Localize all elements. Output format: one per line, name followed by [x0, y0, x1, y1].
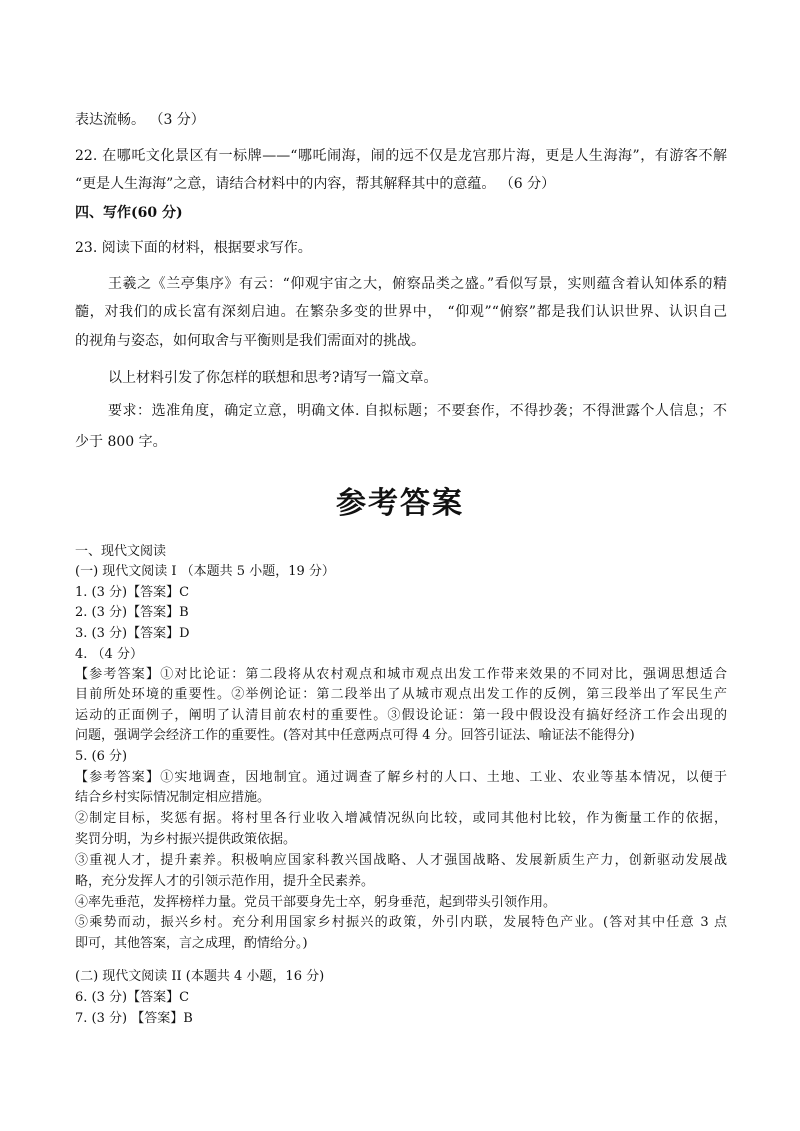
q23-material-line: 髓，对我们的成长富有深刻启迪。在繁杂多变的世界中， “仰观”“俯察”都是我们认识世界、认识自己	[75, 304, 727, 320]
q22-line: 22. 在哪吒文化景区有一标牌——“哪吒闹海，闹的远不仅是龙宫那片海，更是人生海海”，有游客不解	[75, 148, 727, 164]
answer-line: (一) 现代文阅读 I （本题共 5 小题，19 分）	[75, 564, 335, 579]
answer-line: 5. (6 分)	[75, 749, 128, 764]
answer-line: 奖罚分明，为乡村振兴提供政策依据。	[75, 832, 297, 847]
q23-material-line: 的视角与姿态，如何取舍与平衡则是我们需面对的挑战。	[75, 333, 425, 349]
q23-instruction: 以上材料引发了你怎样的联想和思考?请写一篇文章。	[108, 370, 438, 386]
answer-line: ⑤乘势而动，振兴乡村。充分利用国家乡村振兴的政策，外引内联，发展特色产业。(答对其中任意 3 点	[75, 915, 727, 930]
answer-line: 【参考答案】①实地调查，因地制宜。通过调查了解乡村的人口、土地、工业、农业等基本情况，以便于	[75, 770, 727, 785]
answer-line: ④率先垂范，发挥榜样力量。党员干部要身先士卒，躬身垂范，起到带头引领作用。	[75, 895, 557, 910]
answer-line: 2. (3 分)【答案】B	[75, 605, 189, 620]
answer-line: 1. (3 分)【答案】C	[75, 585, 190, 600]
answer-line: (二) 现代文阅读 II (本题共 4 小题，16 分)	[75, 969, 325, 984]
answer-line: 目前所处环境的重要性。②举例论证：第二段举出了从城市观点出发工作的反例，第三段举出了军民生产	[75, 687, 727, 702]
answer-line: 一、现代文阅读	[75, 544, 167, 559]
q23-requirements-line: 少于 800 字。	[75, 434, 167, 450]
section-heading-writing: 四、写作(60 分)	[75, 205, 183, 221]
q23-material-line: 王羲之《兰亭集序》有云：“仰观宇宙之大，俯察品类之盛。”看似写景，实则蕴含着认知体系的精	[108, 276, 727, 292]
q23-prompt: 23. 阅读下面的材料，根据要求写作。	[75, 240, 312, 256]
answers-title: 参考答案	[336, 486, 464, 521]
answer-line: 6. (3 分)【答案】C	[75, 990, 190, 1005]
q21-end-line: 表达流畅。 （3 分）	[75, 112, 205, 128]
answer-line: ③重视人才，提升素养。积极响应国家科教兴国战略、人才强国战略、发展新质生产力，创新驱动发展战	[75, 853, 727, 868]
answer-line: 3. (3 分)【答案】D	[75, 626, 190, 641]
answer-line: 运动的正面例子，阐明了认清目前农村的重要性。③假设论证：第一段中假设没有搞好经济工作会出现的	[75, 708, 727, 723]
answer-line: 即可，其他答案，言之成理，酌情给分。)	[75, 936, 308, 951]
answer-line: 【参考答案】①对比论证：第二段将从农村观点和城市观点出发工作带来效果的不同对比，强调思想适合	[75, 667, 727, 682]
answer-line: ②制定目标，奖惩有据。将村里各行业收入增减情况纵向比较，或同其他村比较，作为衡量工作的依据，	[75, 811, 727, 826]
answer-line: 问题，强调学会经济工作的重要性。(答对其中任意两点可得 4 分。回答引证法、喻证法不能得分)	[75, 728, 635, 743]
q22-line: “更是人生海海”之意，请结合材料中的内容，帮其解释其中的意蕴。 （6 分）	[75, 176, 556, 192]
answer-line: 略，充分发挥人才的引领示范作用，提升全民素养。	[75, 874, 375, 889]
answer-line: 4. （4 分）	[75, 647, 143, 662]
q23-requirements-line: 要求：选准角度，确定立意，明确文体. 自拟标题；不要套作，不得抄袭；不得泄露个人信息；不	[108, 403, 727, 419]
answer-line: 7. (3 分) 【答案】B	[75, 1011, 193, 1026]
answer-line: 结合乡村实际情况制定相应措施。	[75, 790, 271, 805]
